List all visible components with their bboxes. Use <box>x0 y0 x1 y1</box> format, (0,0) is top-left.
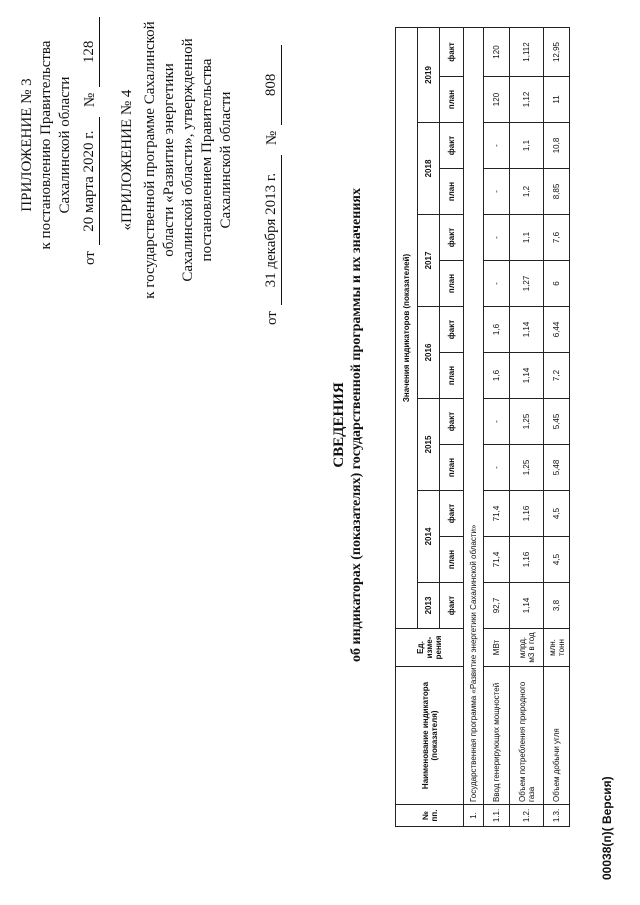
cell: 4,5 <box>544 537 570 583</box>
row-unit: млрд. м3 в год <box>510 629 544 667</box>
cell: 1,27 <box>510 261 544 307</box>
fact-header: факт <box>440 583 464 629</box>
table-row <box>510 28 544 827</box>
cell: 1,1 <box>510 123 544 169</box>
appendix-4-line: к государственной программе Сахалинской <box>142 21 158 299</box>
cell: 5,45 <box>544 399 570 445</box>
cell: - <box>484 169 510 215</box>
cell: 92,7 <box>484 583 510 629</box>
fact-header: факт <box>440 215 464 261</box>
cell: 1,14 <box>510 353 544 399</box>
section-title: Государственная программа «Развитие энергетики Сахалинской области» <box>464 28 484 805</box>
cell: 120 <box>484 77 510 123</box>
cell: - <box>484 445 510 491</box>
appendix-4-line: области «Развитие энергетики <box>161 63 177 257</box>
cell: - <box>484 261 510 307</box>
appendix-3-line2: Сахалинской области <box>57 76 73 214</box>
cell: 11 <box>544 77 570 123</box>
row-num: 1.1. <box>484 805 510 827</box>
section-row <box>464 28 484 827</box>
table-row <box>484 28 510 827</box>
cell: 7,2 <box>544 353 570 399</box>
cell: 1,2 <box>510 169 544 215</box>
cell: 71,4 <box>484 537 510 583</box>
appendix-4-line: Сахалинской области <box>218 91 234 229</box>
plan-header: план <box>440 445 464 491</box>
row-name: Объем добычи угля <box>544 667 570 805</box>
cell: 7,6 <box>544 215 570 261</box>
row-num: 1.3. <box>544 805 570 827</box>
year-header: 2016 <box>418 307 440 399</box>
cell: 8,85 <box>544 169 570 215</box>
cell: 120 <box>484 28 510 77</box>
year-header: 2014 <box>418 491 440 583</box>
cell: 1,16 <box>510 491 544 537</box>
appendix-3-block <box>18 25 75 265</box>
plan-header: план <box>440 77 464 123</box>
header-values: Значения индикаторов (показателей) <box>396 28 418 629</box>
cell: 10,8 <box>544 123 570 169</box>
appendix-4-date: 31 декабря 2013 г. <box>262 155 282 305</box>
cell: - <box>484 123 510 169</box>
cell: 6,44 <box>544 307 570 353</box>
cell: 1,25 <box>510 399 544 445</box>
row-name: Объем потребления природного газа <box>510 667 544 805</box>
fact-header: факт <box>440 491 464 537</box>
appendix-4-line: постановлением Правительства <box>199 58 215 262</box>
cell: 1,6 <box>484 307 510 353</box>
row-name: Ввод генерирующих мощностей <box>484 667 510 805</box>
row-num: 1.2. <box>510 805 544 827</box>
plan-header: план <box>440 537 464 583</box>
document-code: 00038(п)( Версия) <box>600 776 614 880</box>
cell: 1,112 <box>510 28 544 77</box>
appendix-4-block <box>118 10 236 310</box>
section-num: 1. <box>464 805 484 827</box>
cell: 1,14 <box>510 307 544 353</box>
fact-header: факт <box>440 399 464 445</box>
year-header: 2015 <box>418 399 440 491</box>
appendix-3-dateline <box>80 15 100 265</box>
cell: 3,8 <box>544 583 570 629</box>
heading-subtitle: об индикаторах (показателях) государственной программы и их значениях <box>349 188 364 662</box>
cell: 1,12 <box>510 77 544 123</box>
cell: 12,95 <box>544 28 570 77</box>
fact-header: факт <box>440 28 464 77</box>
indicators-table <box>395 27 570 827</box>
appendix-4-number: 808 <box>262 45 282 125</box>
table-row <box>544 28 570 827</box>
appendix-3-date: 20 марта 2020 г. <box>80 117 100 245</box>
year-header: 2018 <box>418 123 440 215</box>
cell: 6 <box>544 261 570 307</box>
year-header: 2017 <box>418 215 440 307</box>
cell: 1,6 <box>484 353 510 399</box>
appendix-4-no: № <box>264 130 280 146</box>
row-unit: МВт <box>484 629 510 667</box>
appendix-3-number: 128 <box>80 17 100 87</box>
appendix-4-dateline <box>262 15 282 325</box>
cell: 1,25 <box>510 445 544 491</box>
appendix-4-from: от <box>264 311 280 325</box>
appendix-3-no: № <box>82 92 98 108</box>
appendix-4-line: Сахалинской области», утвержденной <box>180 38 196 282</box>
fact-header: факт <box>440 307 464 353</box>
cell: - <box>484 215 510 261</box>
cell: - <box>484 399 510 445</box>
year-header: 2019 <box>418 28 440 123</box>
row-unit: млн. тонн <box>544 629 570 667</box>
cell: 5,48 <box>544 445 570 491</box>
header-unit: Ед. изме- рения <box>396 629 464 667</box>
appendix-3-title: ПРИЛОЖЕНИЕ № 3 <box>19 78 35 212</box>
cell: 1,14 <box>510 583 544 629</box>
plan-header: план <box>440 169 464 215</box>
appendix-3-line1: к постановлению Правительства <box>38 40 54 250</box>
header-num: № пп. <box>396 805 464 827</box>
cell: 4,5 <box>544 491 570 537</box>
fact-header: факт <box>440 123 464 169</box>
heading <box>330 45 365 805</box>
cell: 1,1 <box>510 215 544 261</box>
plan-header: план <box>440 353 464 399</box>
appendix-4-title: «ПРИЛОЖЕНИЕ № 4 <box>119 89 135 231</box>
cell: 1,16 <box>510 537 544 583</box>
cell: 71,4 <box>484 491 510 537</box>
year-header: 2013 <box>418 583 440 629</box>
appendix-3-from: от <box>82 251 98 265</box>
header-name: Наименование индикатора (показателя) <box>396 667 464 805</box>
plan-header: план <box>440 261 464 307</box>
heading-title: СВЕДЕНИЯ <box>331 382 347 468</box>
